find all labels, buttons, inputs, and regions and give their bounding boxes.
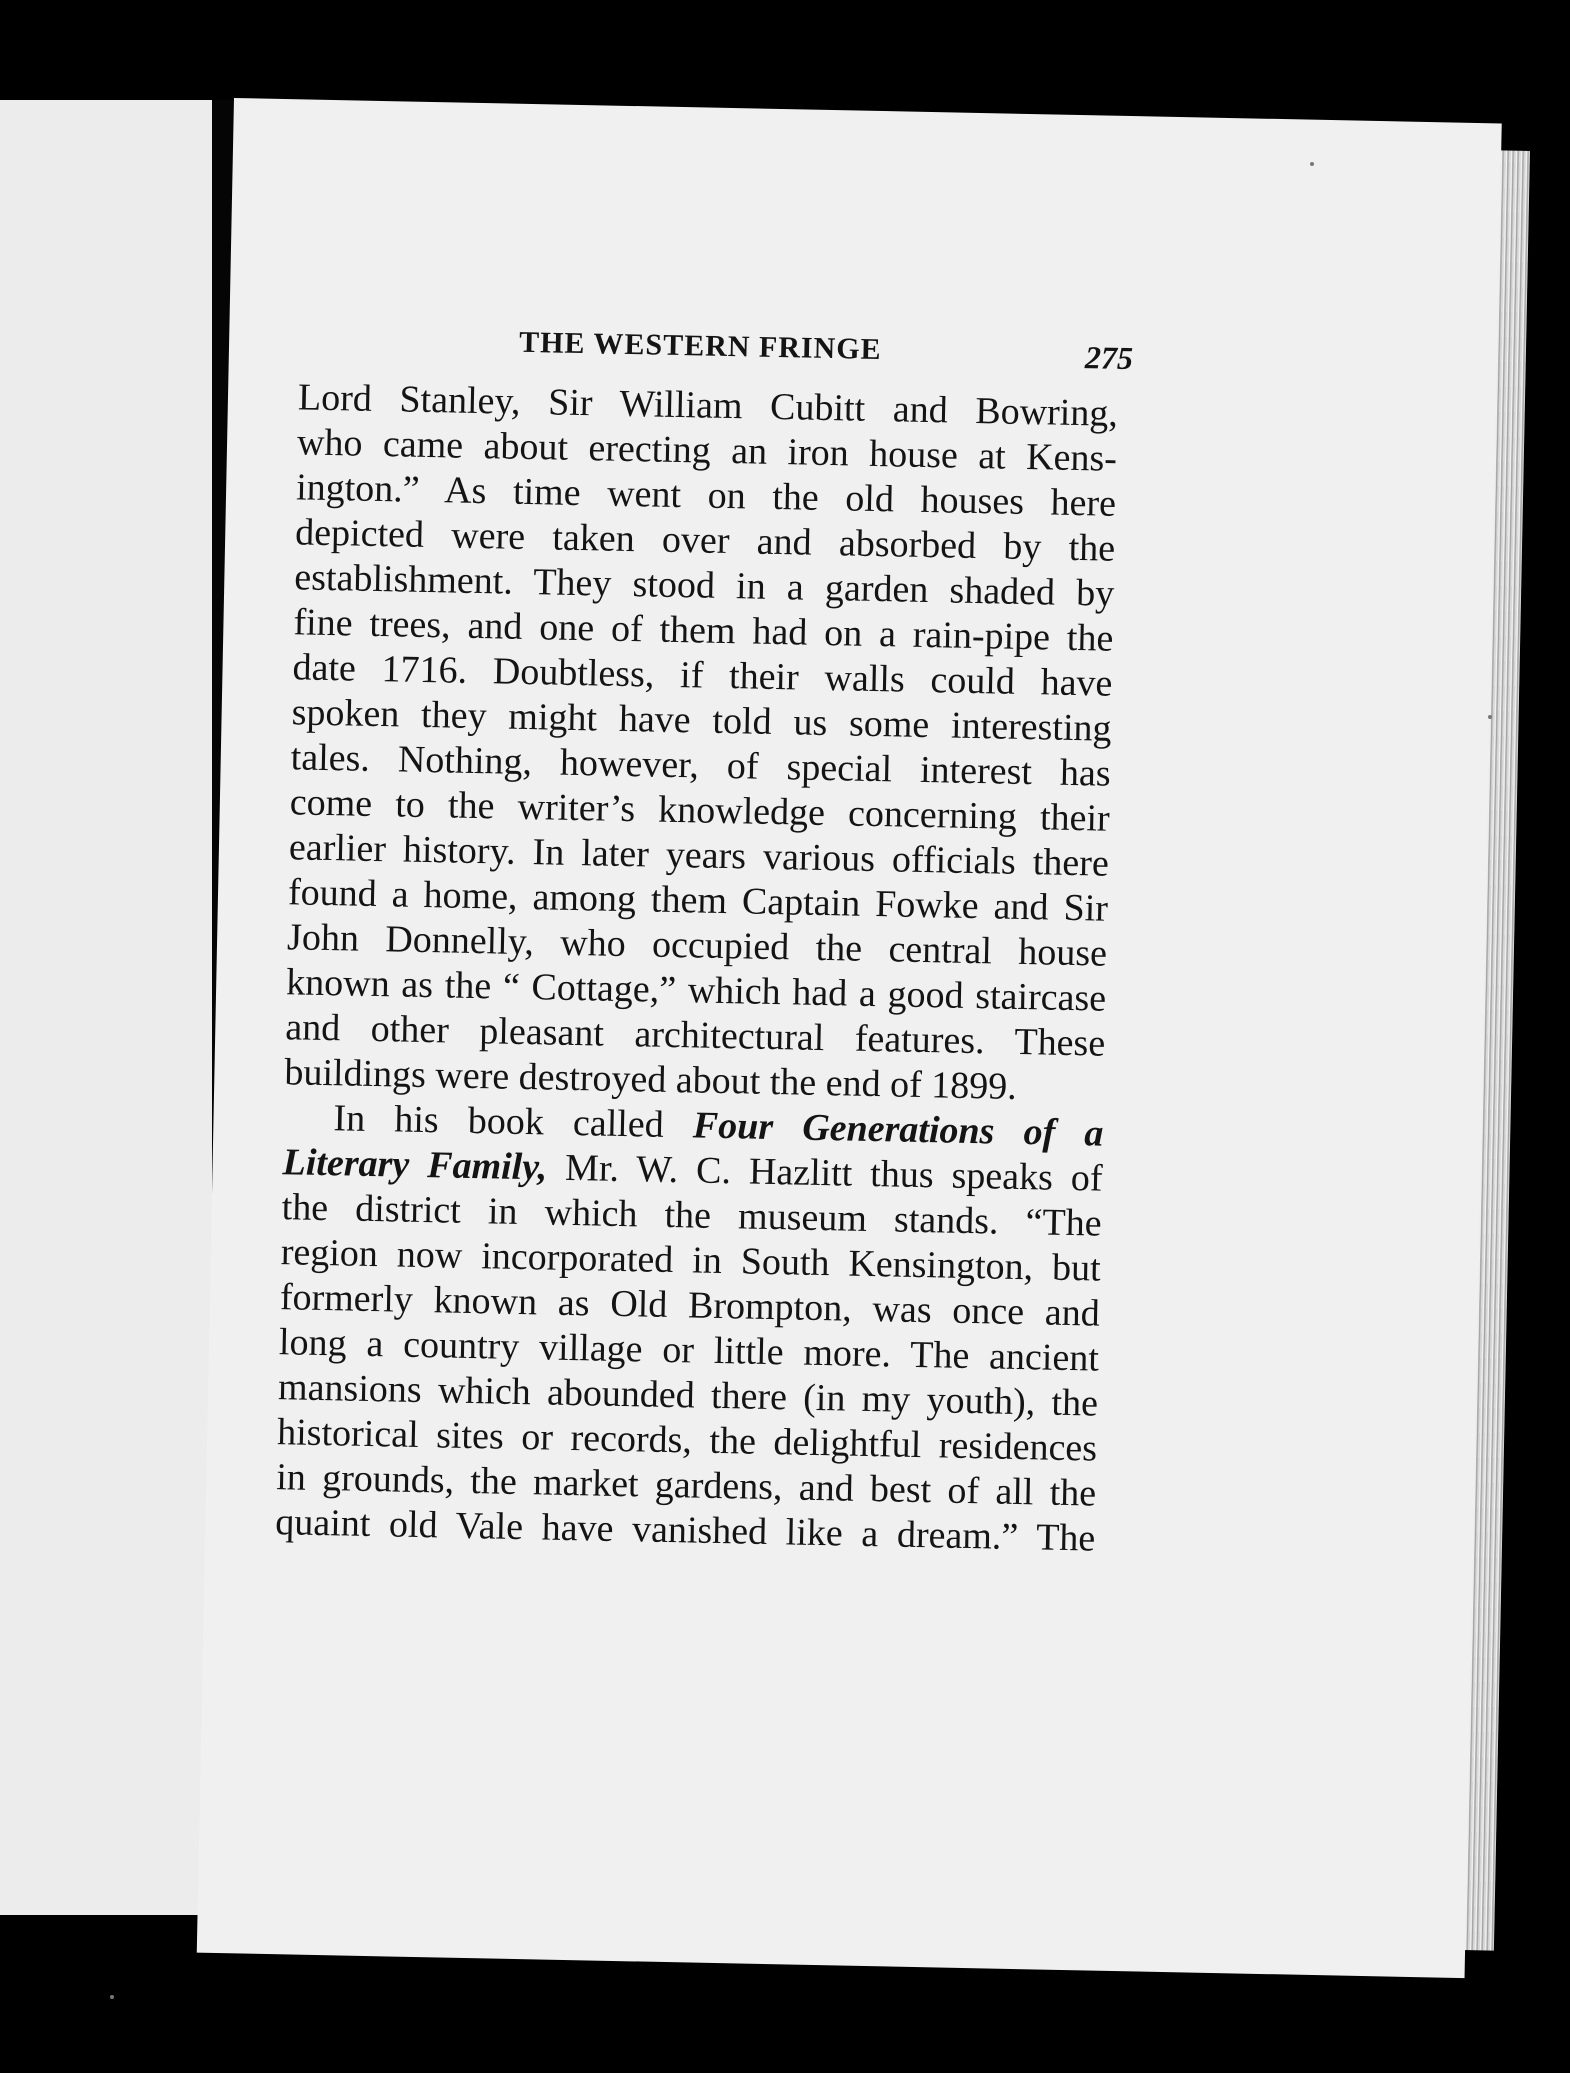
scan-speck (1310, 162, 1314, 166)
text-line: historical sites or records, the delightful residences (276, 1411, 1098, 1470)
text-fragment: Mr. W. C. Hazlitt thus speaks of (564, 1146, 1103, 1200)
text-line: depicted were taken over and absorbed by the (294, 511, 1116, 570)
text-line: come to the writer’s knowledge concerning their (289, 781, 1111, 840)
running-head (299, 321, 1134, 383)
text-line: in grounds, the market gardens, and best of all the (275, 1456, 1097, 1515)
book-title-italic: Four Generations of a (692, 1104, 1104, 1155)
page-text-block (275, 321, 1134, 1561)
text-line: ington.” As time went on the old houses here (295, 466, 1117, 525)
left-page-blank (0, 100, 212, 1915)
text-line: buildings were destroyed about the end of 1899. (284, 1051, 1018, 1108)
page-number: 275 (1084, 339, 1134, 377)
text-line: known as the “ Cottage,” which had a good staircase (285, 961, 1107, 1020)
book-title-italic: Literary Family, (282, 1141, 548, 1189)
text-line: tales. Nothing, however, of special interest has (290, 736, 1112, 795)
right-page (197, 98, 1502, 1978)
running-head-title: THE WESTERN FRINGE (518, 325, 882, 367)
text-line: and other pleasant architectural features. These (284, 1006, 1106, 1065)
text-line: quaint old Vale have vanished like a dream.” The (275, 1501, 1096, 1560)
paragraph-2 (275, 1095, 1104, 1561)
text-line: long a country village or little more. The ancient (278, 1321, 1100, 1380)
text-line: spoken they might have told us some interesting (291, 691, 1112, 750)
text-fragment: In his book called (333, 1097, 665, 1146)
scan-speck (110, 1995, 114, 1999)
text-line: the district in which the museum stands. “The (281, 1186, 1103, 1245)
text-line: found a home, among them Captain Fowke and Sir (287, 871, 1109, 930)
text-line: establishment. They stood in a garden shaded by (293, 556, 1115, 615)
text-line: date 1716. Doubtless, if their walls could have (292, 646, 1113, 705)
text-line: John Donnelly, who occupied the central house (286, 916, 1108, 975)
text-line: who came about erecting an iron house at Kens- (296, 421, 1118, 480)
text-line: Lord Stanley, Sir William Cubitt and Bowring, (297, 376, 1119, 435)
scan-speck (1488, 715, 1492, 719)
text-line: fine trees, and one of them had on a rain-pipe the (293, 601, 1114, 660)
text-line: region now incorporated in South Kensington, but (280, 1231, 1102, 1290)
text-line: earlier history. In later years various officials there (288, 826, 1110, 885)
text-line: mansions which abounded there (in my youth), the (277, 1366, 1099, 1425)
text-line: formerly known as Old Brompton, was once and (279, 1276, 1101, 1335)
paragraph-1 (284, 375, 1118, 1111)
